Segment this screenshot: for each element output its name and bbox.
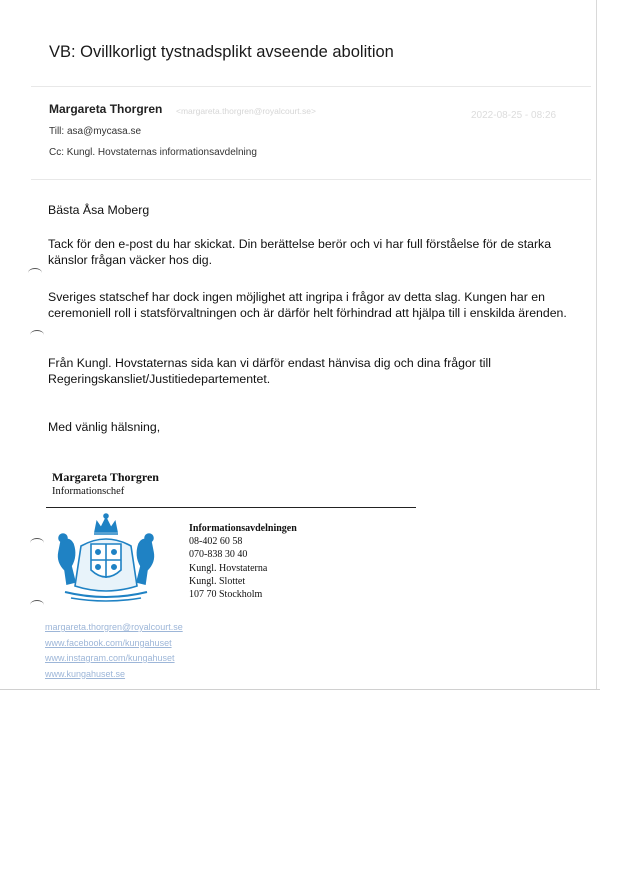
body-paragraph: Från Kungl. Hovstaternas sida kan vi därför endast hänvisa dig och dina frågor till Regeringskansliet/Justitiedepartementet. xyxy=(48,356,491,386)
cc-value: Kungl. Hovstaternas informationsavdelning xyxy=(66,147,257,158)
website-link[interactable]: www.kungahuset.se xyxy=(45,668,126,679)
sent-date: 2022-08-25 - 08:26 xyxy=(471,110,557,121)
contact-department: Informationsavdelningen xyxy=(189,523,297,534)
royal-crest-logo xyxy=(51,512,161,604)
email-subject: VB: Ovillkorligt tystnadsplikt avseende abolition xyxy=(49,43,394,61)
greeting: Bästa Åsa Moberg xyxy=(48,203,150,217)
contact-address: Kungl. Slottet xyxy=(189,575,246,587)
to-value: asa@mycasa.se xyxy=(66,126,142,137)
punch-hole-mark xyxy=(30,600,44,610)
contact-postal: 107 70 Stockholm xyxy=(189,589,263,601)
contact-phone: 08-402 60 58 xyxy=(189,536,243,548)
body-paragraph: Tack för den e-post du har skickat. Din berättelse berör och vi har full förståelse för de starka känslor frågan väcker hos dig. xyxy=(48,237,552,267)
cc-line xyxy=(49,147,257,158)
signature-divider xyxy=(46,507,416,508)
signature-title: Informationschef xyxy=(52,486,125,497)
cc-label: Cc: xyxy=(49,147,64,158)
meta-divider xyxy=(31,179,591,180)
email-link[interactable]: margareta.thorgren@royalcourt.se xyxy=(45,622,183,632)
contact-block xyxy=(189,522,297,601)
instagram-link[interactable]: www.instagram.com/kungahuset xyxy=(45,653,175,663)
paper-edge xyxy=(596,0,597,690)
sender-name: Margareta Thorgren xyxy=(49,102,163,116)
header-divider xyxy=(31,86,591,87)
contact-organization: Kungl. Hovstaterna xyxy=(189,562,268,574)
contact-mobile: 070-838 30 40 xyxy=(189,549,248,561)
closing: Med vänlig hälsning, xyxy=(48,420,161,434)
paper-edge-bottom xyxy=(0,689,600,690)
punch-hole-mark xyxy=(30,330,44,340)
facebook-link[interactable]: www.facebook.com/kungahuset xyxy=(45,637,172,648)
to-line xyxy=(49,126,141,137)
body-paragraph: Sveriges statschef har dock ingen möjlighet att ingripa i frågor av detta slag. Kungen har en ceremoniell roll i statsförvaltningen och är därför helt förhindrad att hjälpa till i enskilda ärenden. xyxy=(48,290,567,320)
signature-name: Margareta Thorgren xyxy=(52,470,159,484)
signature-links xyxy=(45,620,183,682)
punch-hole-mark xyxy=(28,268,42,278)
to-label: Till: xyxy=(49,126,65,137)
sender-email: <margareta.thorgren@royalcourt.se> xyxy=(176,106,316,116)
punch-hole-mark xyxy=(30,538,44,548)
